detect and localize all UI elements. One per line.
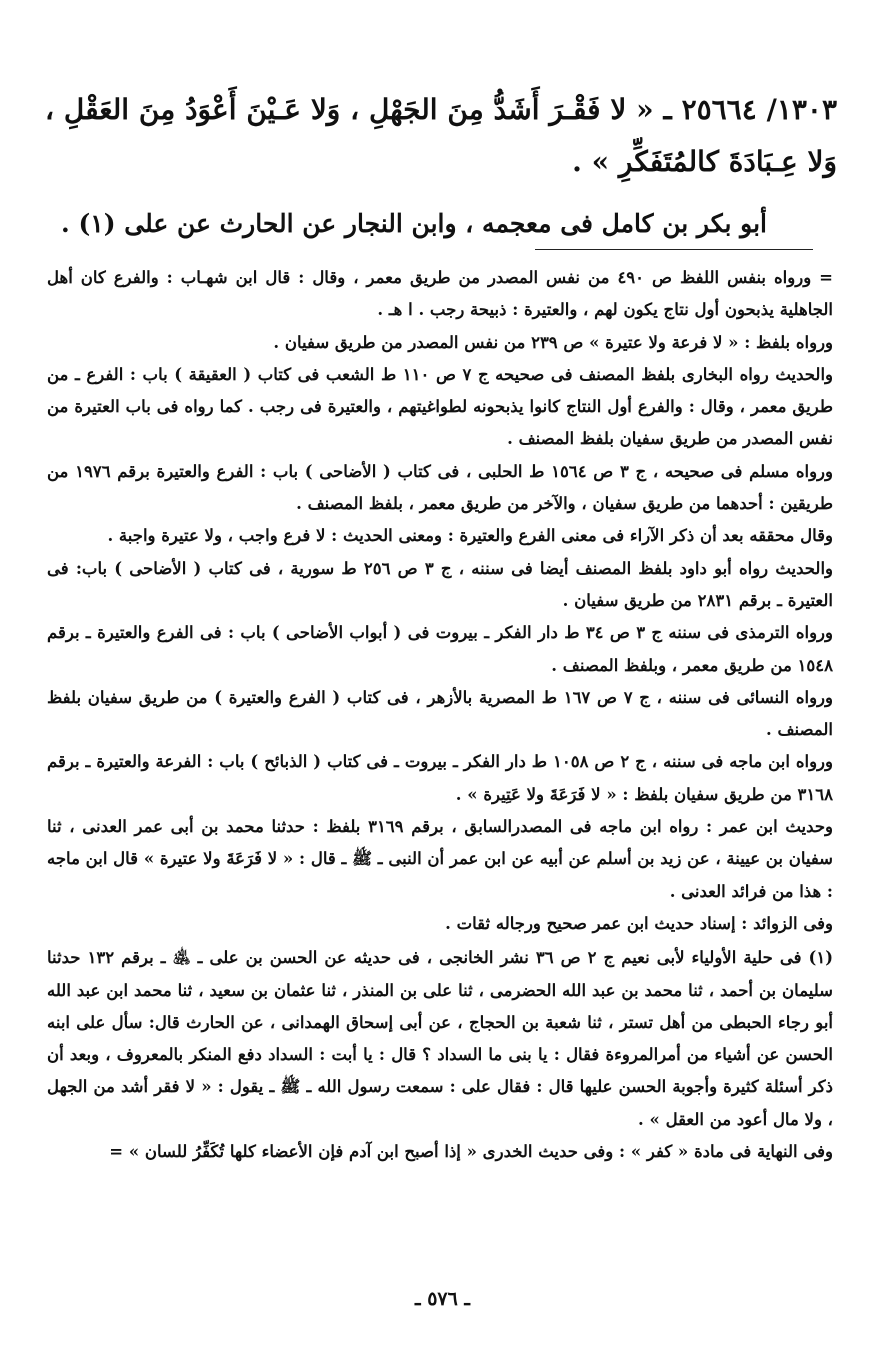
footnotes <box>47 262 833 1168</box>
main-text <box>45 84 837 246</box>
footnote-paragraph: وفى الزوائد : إسناد حديث ابن عمر صحيح ورجاله ثقات . <box>445 913 833 933</box>
footnote-paragraph: ورواه النسائى فى سننه ، ج ٧ ص ١٦٧ ط المصرية بالأزهر ، فى كتاب ( الفرع والعتيرة ) من طريق سفيان بلفظ المصنف . <box>47 687 833 740</box>
footnote-paragraph: = ورواه بنفس اللفظ ص ٤٩٠ من نفس المصدر من طريق معمر ، وقال : قال ابن شهـاب : والفرع كان أهل الجاهلية يذبحون أول نتاج يكون لهم ، والعتيرة : ذبيحة رجب . ا هـ . <box>47 268 833 320</box>
footnote-paragraph: ورواه مسلم فى صحيحه ، ج ٣ ص ١٥٦٤ ط الحلبى ، فى كتاب ( الأضاحى ) باب : الفرع والعتيرة برقم ١٩٧٦ من طريقين : أحدهما من طريق سفيان ، والآخر من طريق معمر ، بلفظ المصنف . <box>47 461 833 514</box>
footnote-paragraph: ورواه بلفظ : « لا فرعة ولا عتيرة » ص ٢٣٩ من نفس المصدر من طريق سفيان . <box>273 332 833 352</box>
footnote-paragraph: ورواه الترمذى فى سننه ج ٣ ص ٣٤ ط دار الفكر ـ بيروت فى ( أبواب الأضاحى ) باب : فى الفرع والعتيرة ـ برقم ١٥٤٨ من طريق معمر ، وبلفظ المصنف . <box>47 623 833 675</box>
footnote-separator <box>535 249 813 250</box>
footnote-1: (١) فى حلية الأولياء لأبى نعيم ج ٢ ص ٣٦ نشر الخانجى ، فى حديثه عن الحسن بن على ـ ﵁ ـ برقم ١٣٢ حدثنا سليمان بن أحمد ، ثنا محمد بن عبد الله الحضرمى ، ثنا على بن المنذر ، ثنا عثمان بن سعيد ، ثنا محمد ابن عبد الله أبو رجاء الحبطى من أهل تستر ، ثنا شعبة بن الحجاج ، عن أبى إسحاق الهمدانى ، عن الحارث قال: سأل على ابنه الحسن عن أشياء من أمرالمروءة فقال : يا بنى ما السداد ؟ قال : يا أبت : السداد دفع المنكر بالمعروف ، وبعد أن ذكر أسئلة كثيرة وأجوبة الحسن عليها قال : فقال على : سمعت رسول الله ـ ﷺ ـ يقول : « لا فقر أشد من الجهل ، ولا مال أعود من العقل » . <box>47 948 833 1129</box>
footnote-paragraph: وقال محققه بعد أن ذكر الآراء فى معنى الفرع والعتيرة : ومعنى الحديث : لا فرع واجب ، ولا عتيرة واجبة . <box>107 526 833 546</box>
page-number: ـ ٥٧٦ ـ <box>415 1288 470 1310</box>
footnote-paragraph: والحديث رواه أبو داود بلفظ المصنف أيضا فى سننه ، ج ٣ ص ٢٥٦ ط سورية ، فى كتاب ( الأضاحى ) باب: فى العتيرة ـ برقم ٢٨٣١ من طريق سفيان . <box>47 558 834 610</box>
footnote-paragraph: وفى النهاية فى مادة « كفر » : وفى حديث الخدرى « إذا أصبح ابن آدم فإن الأعضاء كلها تُكَفِّرُ للسان » = <box>109 1142 833 1162</box>
footnote-paragraph: ورواه ابن ماجه فى سننه ، ج ٢ ص ١٠٥٨ ط دار الفكر ـ بيروت ـ فى كتاب ( الذبائح ) باب : الفرعة والعتيرة ـ برقم ٣١٦٨ من طريق سفيان بلفظ : « لا فَرَعَةَ ولا عَتِيرة » . <box>47 752 833 804</box>
footnote-paragraph: وحديث ابن عمر : رواه ابن ماجه فى المصدرالسابق ، برقم ٣١٦٩ بلفظ : حدثنا محمد بن أبى عمر العدنى ، ثنا سفيان بن عيينة ، عن زيد بن أسلم عن أبيه عن ابن عمر أن النبى ـ ﷺ ـ قال : « لا فَرَعَةَ ولا عتيرة » قال ابن ماجه : هذا من فرائد العدنى . <box>47 817 833 901</box>
footnote-paragraph: والحديث رواه البخارى بلفظ المصنف فى صحيحه ج ٧ ص ١١٠ ط الشعب فى كتاب ( العقيقة ) باب : الفرع ـ من طريق معمر ، وقال : والفرع أول النتاج كانوا يذبحونه لطواغيتهم ، والعتيرة فى رجب . كما رواه فى باب العتيرة من نفس المصدر من طريق سفيان بلفظ المصنف . <box>47 364 834 449</box>
hadith-source: أبو بكر بن كامل فى معجمه ، وابن النجار عن الحارث عن على (١) . <box>61 209 767 238</box>
hadith-text: ١٣٠٣/ ٢٥٦٦٤ ـ « لا فَقْـرَ أَشَدُّ مِنَ الجَهْلِ ، وَلا عَـيْنَ أَعْوَدُ مِنَ العَقْلِ ، وَلا عِـبَادَةَ كالمُتَفَكِّرِ » . <box>45 93 837 178</box>
